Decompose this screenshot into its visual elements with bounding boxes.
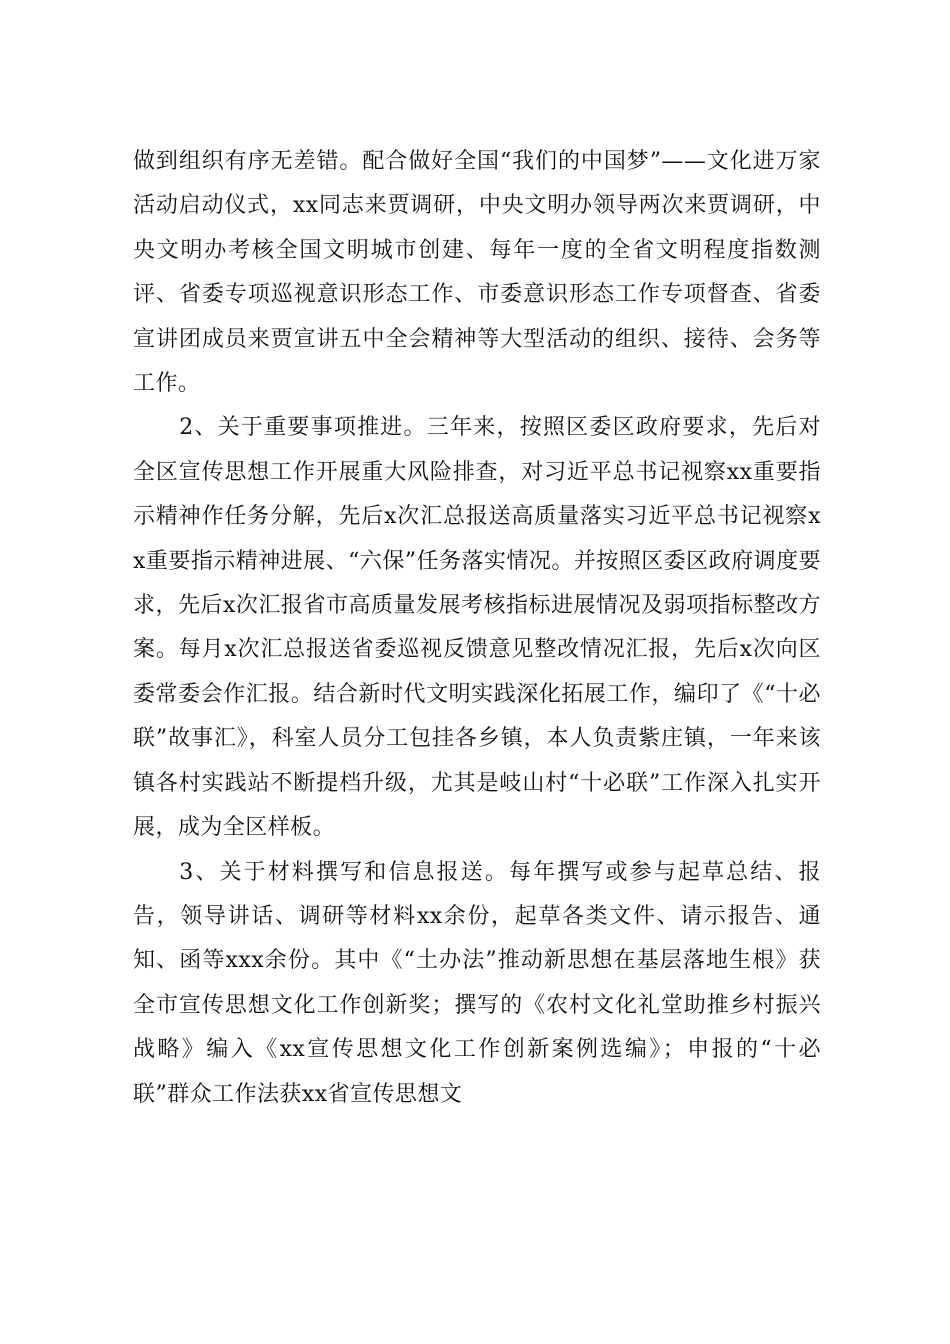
- document-body: [133, 140, 821, 1117]
- paragraph-continuation: 做到组织有序无差错。配合做好全国“我们的中国梦”——文化进万家活动启动仪式，xx同志来贾调研，中央文明办领导两次来贾调研，中央文明办考核全国文明城市创建、每年一度的全省文明程度指数测评、省委专项巡视意识形态工作、市委意识形态工作专项督查、省委宣讲团成员来贾宣讲五中全会精神等大型活动的组织、接待、会务等工作。: [133, 149, 821, 397]
- paragraph-materials-writing: 3、关于材料撰写和信息报送。每年撰写或参与起草总结、报告，领导讲话、调研等材料xx余份，起草各类文件、请示报告、通知、函等xxx余份。其中《“土办法”推动新思想在基层落地生根》获全市宣传思想文化工作创新奖；撰写的《农村文化礼堂助推乡村振兴战略》编入《xx宣传思想文化工作创新案例选编》；申报的“十必联”群众工作法获xx省宣传思想文: [133, 859, 821, 1107]
- paragraph-important-matters: 2、关于重要事项推进。三年来，按照区委区政府要求，先后对全区宣传思想工作开展重大风险排查，对习近平总书记视察xx重要指示精神作任务分解，先后x次汇总报送高质量落实习近平总书记视察xx重要指示精神进展、“六保”任务落实情况。并按照区委区政府调度要求，先后x次汇报省市高质量发展考核指标进展情况及弱项指标整改方案。每月x次汇总报送省委巡视反馈意见整改情况汇报，先后x次向区委常委会作汇报。结合新时代文明实践深化拓展工作，编印了《“十必联”故事汇》，科室人员分工包挂各乡镇，本人负责紫庄镇，一年来该镇各村实践站不断提档升级，尤其是岐山村“十必联”工作深入扎实开展，成为全区样板。: [133, 415, 821, 841]
